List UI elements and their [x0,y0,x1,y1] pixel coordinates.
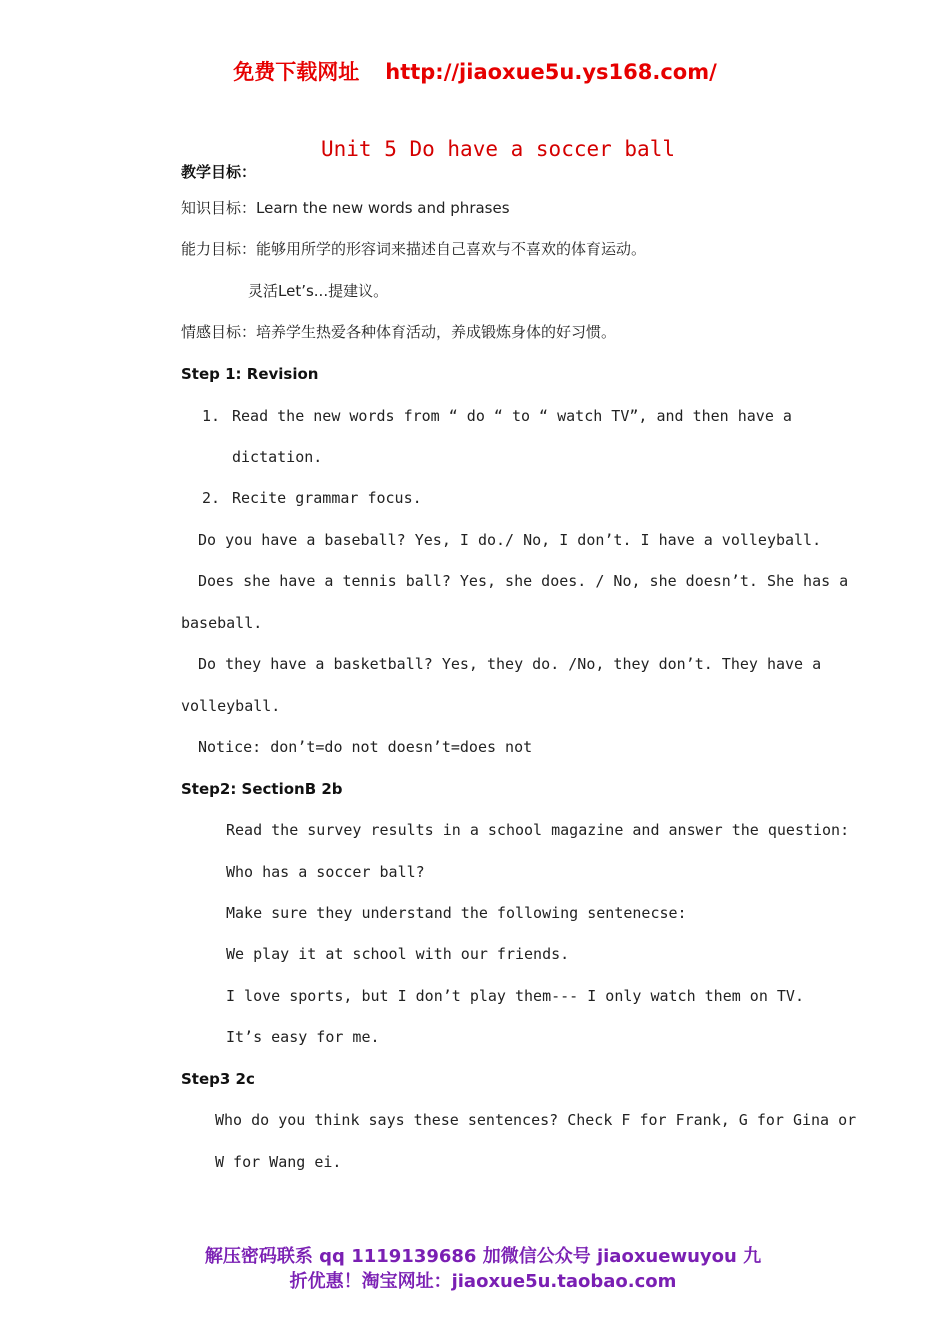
step1-heading: Step 1: Revision [181,365,319,383]
step2-line-3: Make sure they understand the following sentenecse: [226,904,687,922]
objective-knowledge: 知识目标：Learn the new words and phrases [181,199,510,217]
step2-line-2: Who has a soccer ball? [226,863,425,881]
notice-line: Notice: don’t=do not doesn’t=does not [198,738,533,756]
page-title: Unit 5 Do have a soccer ball [320,137,675,161]
step2-line-4: We play it at school with our friends. [226,945,570,963]
step3-line-1: Who do you think says these sentences? Check F for Frank, G for Gina or [215,1111,857,1129]
step2-line-5: I love sports, but I don’t play them--- I only watch them on TV. [226,987,804,1005]
header-download-link[interactable] [0,56,950,86]
objective-ability: 能力目标：能够用所学的形容词来描述自己喜欢与不喜欢的体育运动。 [181,240,647,258]
step2-line-1: Read the survey results in a school magazine and answer the question: [226,821,850,839]
step3-heading: Step3 2c [181,1070,255,1088]
step1-item1-text: Read the new words from “ do “ to “ watch TV”, and then have a [232,407,792,425]
header-label: 免费下载网址 [233,60,360,84]
step1-item2-number: 2. [202,489,221,507]
step2-line-6: It’s easy for me. [226,1028,380,1046]
step3-line-2: W for Wang ei. [215,1153,342,1171]
objective-ability-2: 灵活Let’s...提建议。 [248,282,389,300]
grammar-line-3: Do they have a basketball? Yes, they do. /No, they don’t. They have a [198,655,822,673]
header-url[interactable]: http://jiaoxue5u.ys168.com/ [385,60,717,84]
footer-line-1: 解压密码联系 qq 1119139686 加微信公众号 jiaoxuewuyou 九 [204,1246,762,1267]
step1-item2-text: Recite grammar focus. [232,489,422,507]
objective-emotion: 情感目标：培养学生热爱各种体育活动，养成锻炼身体的好习惯。 [181,323,617,341]
step1-item1-continued: dictation. [232,448,323,466]
step1-item1-number: 1. [202,407,221,425]
objectives-heading: 教学目标： [181,163,257,181]
footer-line-2[interactable]: 折优惠！淘宝网址：jiaoxue5u.taobao.com [289,1271,677,1292]
grammar-line-3-continued: volleyball. [181,697,281,715]
grammar-line-2: Does she have a tennis ball? Yes, she does. / No, she doesn’t. She has a [198,572,849,590]
grammar-line-1: Do you have a baseball? Yes, I do./ No, I don’t. I have a volleyball. [198,531,822,549]
step2-heading: Step2: SectionB 2b [181,780,343,798]
grammar-line-2-continued: baseball. [181,614,263,632]
